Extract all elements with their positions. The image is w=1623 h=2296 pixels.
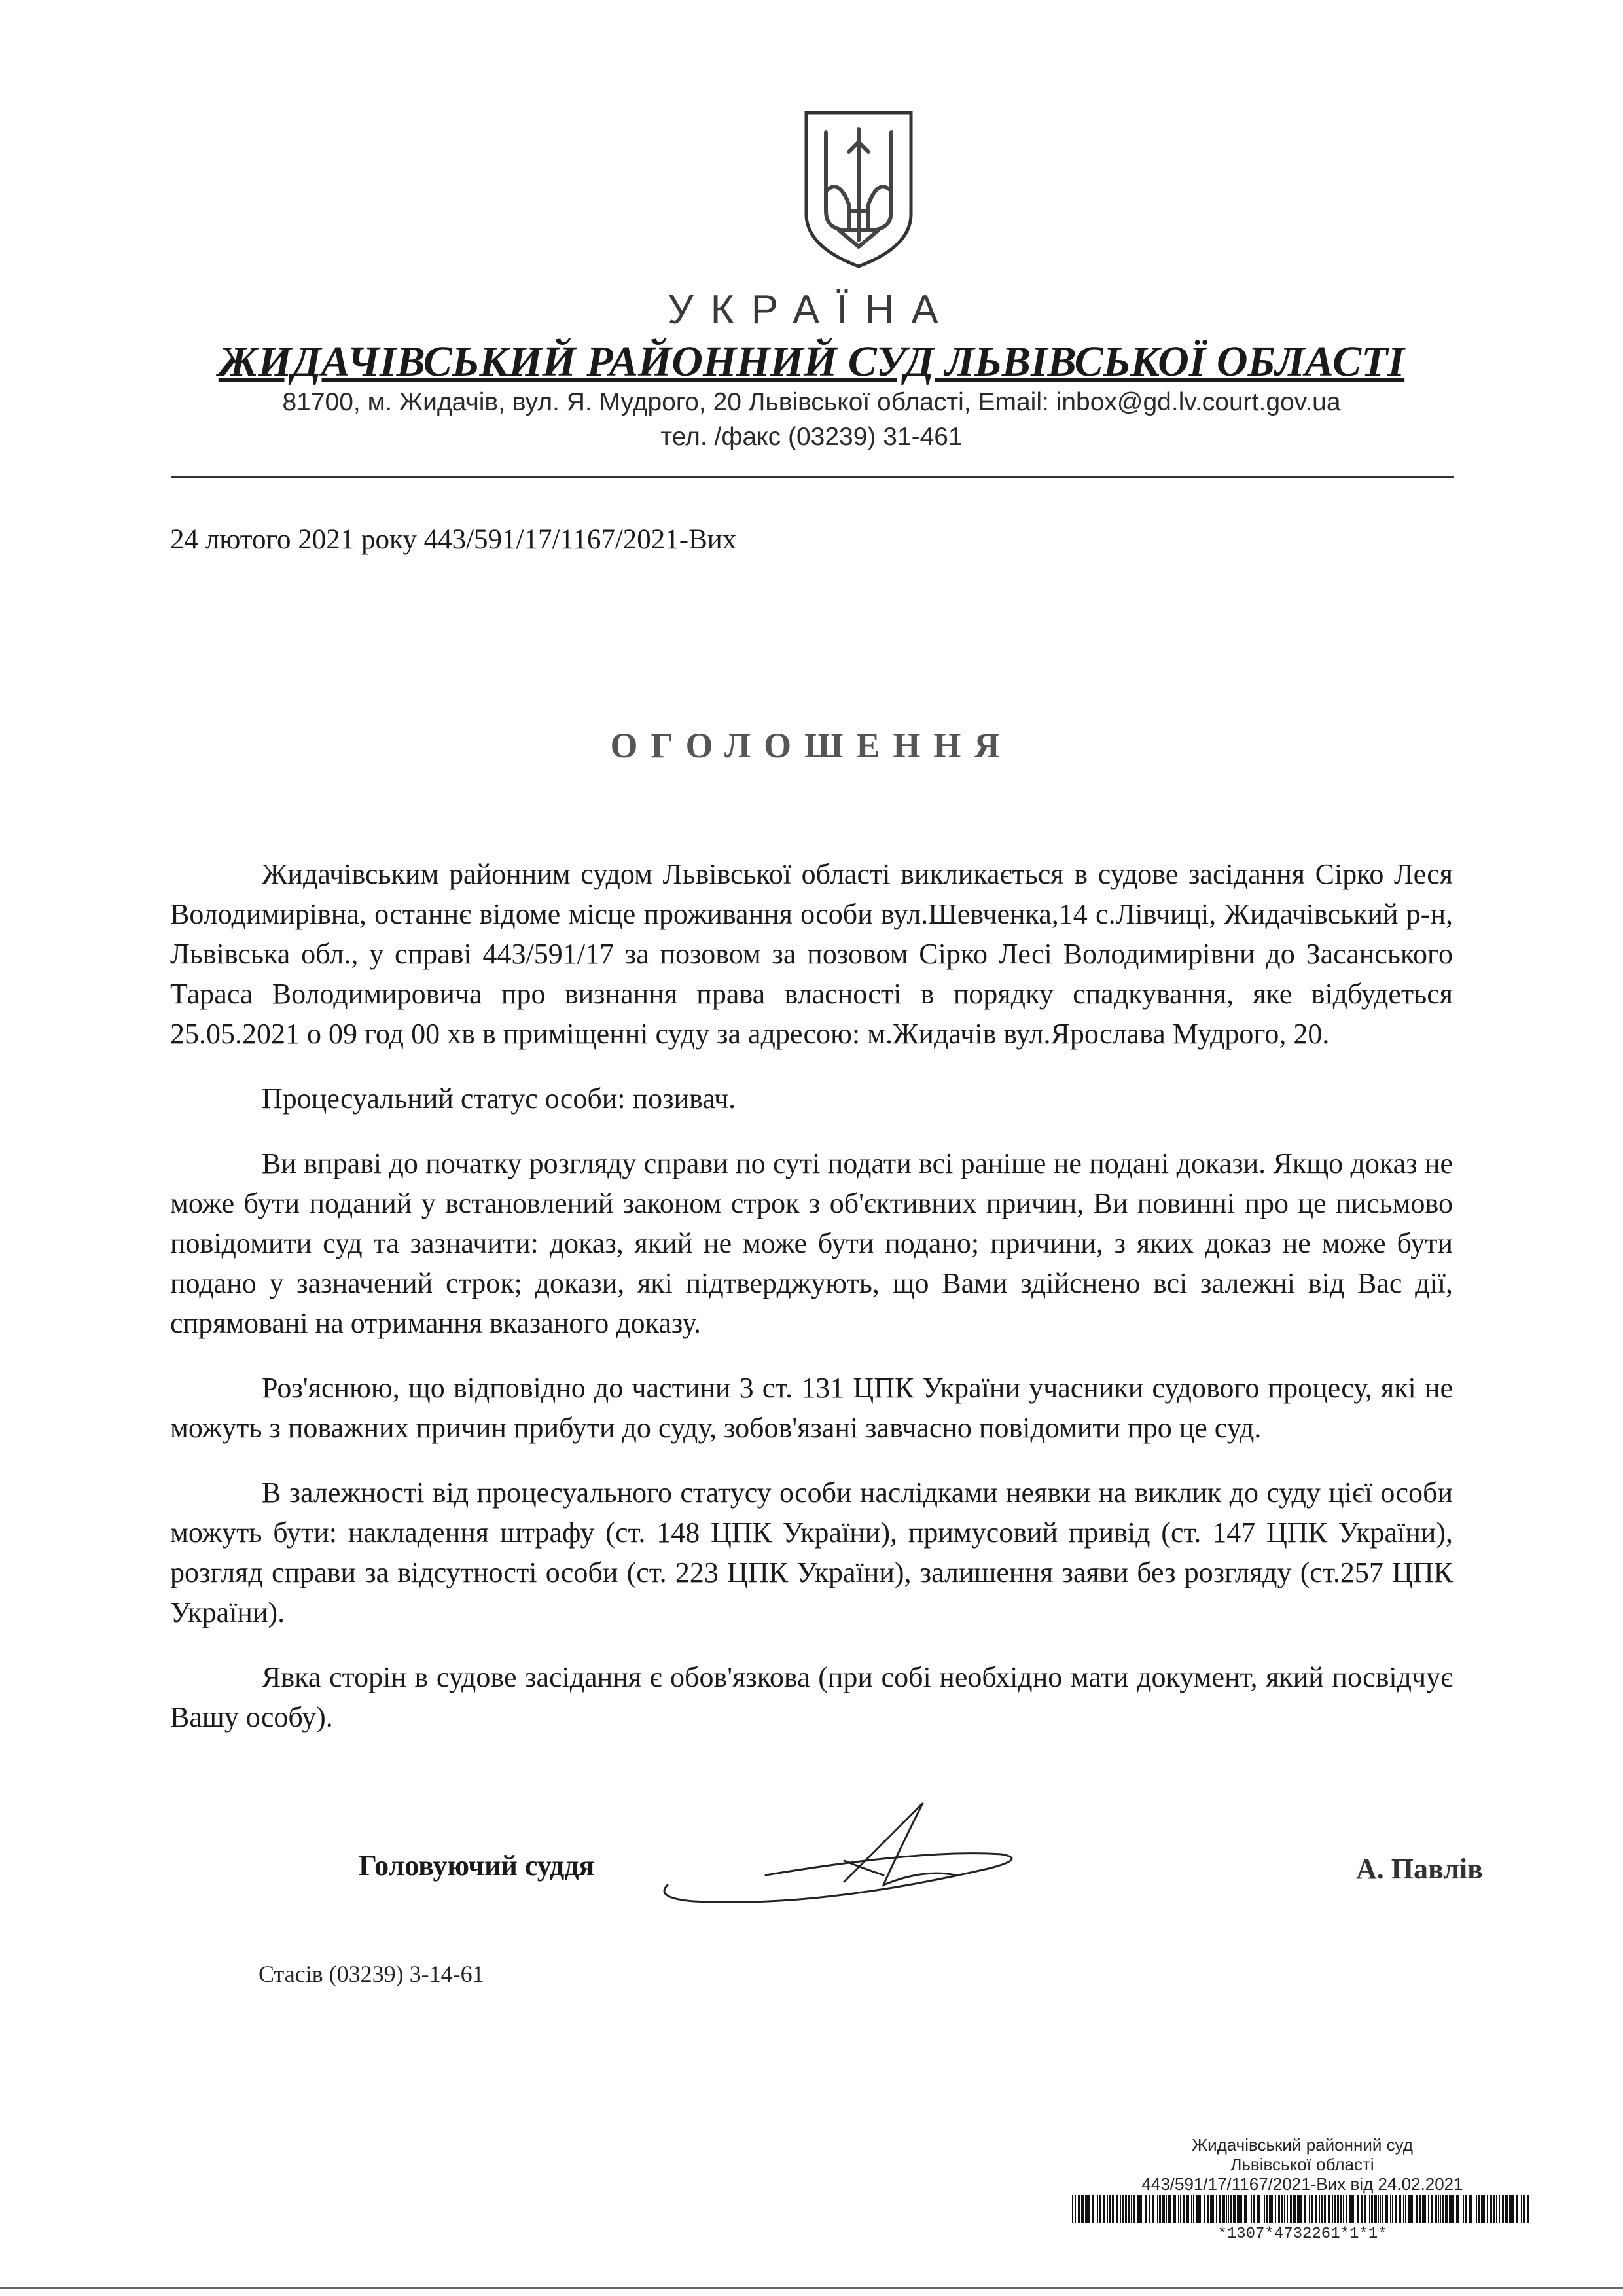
trident-coat-of-arms-icon (800, 106, 918, 270)
header-divider (171, 476, 1454, 478)
paragraph-summons: Жидачівським районним судом Львівської області викликається в судове засідання Сірко Леся Володимирівна, останнє відоме місце проживання особи вул.Шевченка,14 с.Лівчиці, Жидачівський р-н, Львівська обл., у справі 443/591/17 за позовом за позовом Сірко Лесі Володимирівни до Засанського Тараса Володимировича про визнання права власності в порядку спадкування, яке відбудеться 25.05.2021 о 09 год 00 хв в приміщенні суду за адресою: м.Жидачів вул.Ярослава Мудрого, 20. (170, 858, 1453, 1050)
paragraph-attendance: Явка сторін в судове засідання є обов'язкова (при собі необхідно мати документ, який посвідчує Вашу особу). (170, 1661, 1453, 1733)
court-name: ЖИДАЧІВСЬКИЙ РАЙОННИЙ СУД ЛЬВІВСЬКОЇ ОБЛАСТІ (218, 338, 1405, 386)
handwritten-signature-icon (648, 1797, 1041, 1928)
barcode-icon (1072, 2195, 1530, 2223)
document-title: ОГОЛОШЕННЯ (610, 726, 1013, 765)
stamp-region: Львівської області (1230, 2155, 1374, 2174)
presiding-judge-label: Головуючий суддя (359, 1850, 595, 1882)
barcode-number: *1307*4732261*1*1* (1217, 2225, 1387, 2243)
page-bottom-edge (0, 2287, 1623, 2289)
stamp-registration-number: 443/591/17/1167/2021-Вих від 24.02.2021 (1141, 2174, 1463, 2194)
document-body (170, 854, 1453, 1762)
paragraph-explanation: Роз'яснюю, що відповідно до частини 3 ст. 131 ЦПК України учасники судового процесу, які не можуть з поважних причин прибути до суду, зобов'язані завчасно повідомити про це суд. (170, 1372, 1453, 1444)
court-address: 81700, м. Жидачів, вул. Я. Мудрого, 20 Львівської області, Email: inbox@gd.lv.court.gov.ua (282, 388, 1341, 416)
paragraph-consequences: В залежності від процесуального статусу особи наслідками неявки на виклик до суду цієї особи можуть бути: накладення штрафу (ст. 148 ЦПК України), примусовий привід (ст. 147 ЦПК України), розгляд справи за відсутності особи (ст. 223 ЦПК України), залишення заяви без розгляду (ст.257 ЦПК України). (170, 1477, 1453, 1628)
document-date-number: 24 лютого 2021 року 443/591/17/1167/2021-Вих (170, 524, 737, 555)
clerk-contact: Стасів (03239) 3-14-61 (259, 1961, 484, 1987)
country-heading: УКРАЇНА (668, 287, 955, 332)
court-phone: тел. /факс (03239) 31-461 (660, 423, 963, 451)
paragraph-status: Процесуальний статус особи: позивач. (262, 1083, 736, 1115)
stamp-court-name: Жидачівський районний суд (1192, 2135, 1413, 2155)
paragraph-evidence: Ви вправі до початку розгляду справи по суті подати всі раніше не подані докази. Якщо доказ не може бути поданий у встановлений законом строк з об'єктивних причин, Ви повинні про це письмово повідомити суд та зазначити: доказ, який не може бути подано; причини, з яких доказ не може бути подано у зазначений строк; докази, які підтверджують, що Вами здійснено всі залежні від Вас дії, спрямовані на отримання вказаного доказу. (170, 1147, 1453, 1339)
judge-name: А. Павлів (1356, 1853, 1483, 1885)
